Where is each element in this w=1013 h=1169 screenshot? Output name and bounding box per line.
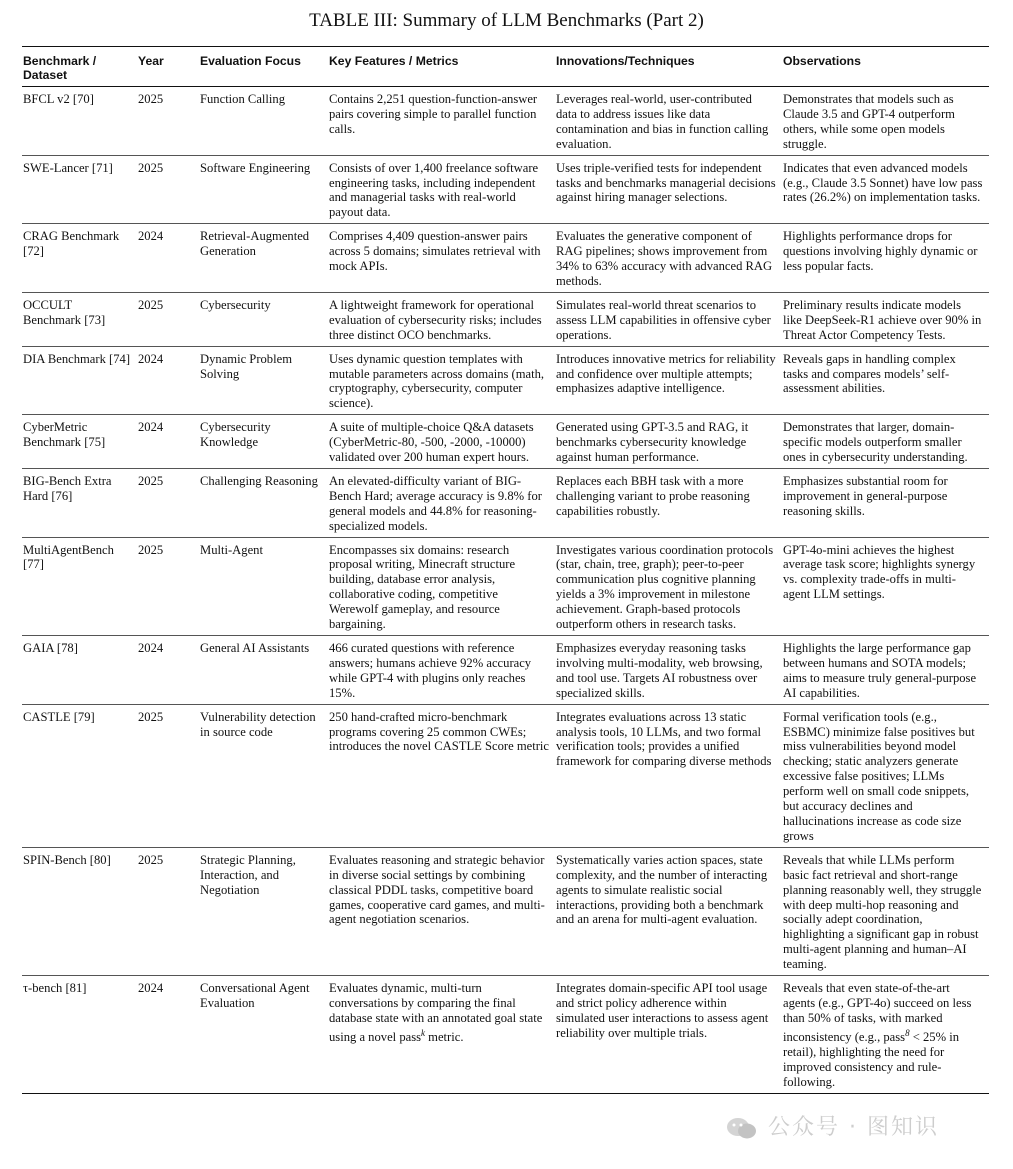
cell-features: Encompasses six domains: research proposal writing, Minecraft structure building, database error analysis, collaborative coding, competitive Werewolf gameplay, and resource bargaining.	[329, 542, 516, 632]
cell-focus: Multi-Agent	[200, 542, 263, 557]
table-row	[22, 636, 989, 705]
cell-focus: Retrieval-Augmented Generation	[200, 229, 310, 259]
table-row	[22, 704, 989, 847]
table-row	[22, 292, 989, 346]
cell-focus: Function Calling	[200, 92, 286, 106]
cell-benchmark: GAIA [78]	[23, 641, 78, 655]
table-row	[22, 976, 989, 1094]
cell-features: Comprises 4,409 question-answer pairs across 5 domains; simulates retrieval with mock APIs.	[329, 229, 541, 274]
table-row	[22, 346, 989, 415]
cell-year: 2025	[138, 473, 164, 488]
cell-year: 2025	[138, 542, 164, 557]
cell-observations: Demonstrates that models such as Claude 3.5 and GPT-4 outperform others, while some open models struggle.	[783, 92, 955, 151]
cell-focus: Challenging Reasoning	[200, 473, 318, 488]
cell-benchmark: BIG-Bench Extra Hard [76]	[23, 473, 112, 503]
cell-innovations: Replaces each BBH task with a more challenging variant to probe reasoning capabilities robustly.	[556, 473, 750, 518]
cell-benchmark: MultiAgentBench [77]	[23, 542, 114, 572]
cell-observations: Formal verification tools (e.g., ESBMC) minimize false positives but miss vulnerabilities beyond model checking; static analyzers generate excessive false positives; LLMs perform well on small code snippets, but accuracy declines and hallucinations increase as code size grows	[783, 709, 975, 843]
cell-benchmark: DIA Benchmark [74]	[23, 351, 131, 366]
cell-features: A suite of multiple-choice Q&A datasets (CyberMetric-80, -500, -2000, -10000) validated over 200 human expert hours.	[329, 420, 534, 465]
cell-benchmark: CASTLE [79]	[23, 709, 95, 724]
header-focus: Evaluation Focus	[200, 54, 301, 68]
cell-observations: Highlights performance drops for questions involving highly dynamic or less popular facts.	[783, 229, 978, 274]
cell-features: Contains 2,251 question-function-answer pairs covering simple to parallel function calls.	[329, 92, 538, 136]
header-year: Year	[138, 54, 164, 68]
watermark	[725, 1110, 939, 1141]
cell-year: 2024	[138, 351, 164, 366]
cell-focus: Dynamic Problem Solving	[200, 351, 292, 381]
cell-focus: Cybersecurity Knowledge	[200, 420, 271, 450]
table-row	[22, 468, 989, 537]
cell-year: 2025	[138, 297, 164, 312]
cell-observations: Reveals that while LLMs perform basic fact retrieval and short-range planning reasonably well, they struggle with deep multi-hop reasoning and socially adept coordination, highlighting a significant gap in robust multi-agent planning and human–AI teaming.	[783, 852, 982, 972]
table-row	[22, 224, 989, 293]
cell-innovations: Integrates evaluations across 13 static analysis tools, 10 LLMs, and two formal verification tools; provides a unified framework for comparing diverse methods	[556, 709, 772, 769]
cell-observations: Reveals that even state-of-the-art agents (e.g., GPT-4o) succeed on less than 50% of tasks, with marked inconsistency (e.g., pass$^8$ < 25% in retail), highlighting the need for improved consistency and rule-following.	[783, 981, 972, 1089]
cell-benchmark: CRAG Benchmark [72]	[23, 229, 120, 259]
cell-focus: Strategic Planning, Interaction, and Negotiation	[200, 852, 296, 897]
cell-benchmark: CyberMetric Benchmark [75]	[23, 420, 106, 450]
benchmark-table	[22, 46, 989, 1094]
header-observations: Observations	[783, 54, 861, 68]
cell-innovations: Introduces innovative metrics for reliability and confidence over multiple attempts; emphasizes adaptive intelligence.	[556, 351, 776, 396]
cell-innovations: Integrates domain-specific API tool usage and strict policy adherence within simulated user interactions to assess agent reliability over multiple trials.	[556, 981, 769, 1040]
cell-year: 2025	[138, 852, 164, 867]
table-row	[22, 537, 989, 635]
cell-focus: Cybersecurity	[200, 297, 271, 312]
cell-focus: Conversational Agent Evaluation	[200, 981, 310, 1010]
wechat-icon	[725, 1116, 759, 1140]
cell-features: 466 curated questions with reference answers; humans achieve 92% accuracy while GPT-4 with plugins only reaches 15%.	[329, 641, 532, 700]
cell-features: Uses dynamic question templates with mutable parameters across domains (math, cryptography, cybersecurity, computer science).	[329, 351, 545, 411]
cell-observations: Reveals gaps in handling complex tasks and compares models’ self-assessment abilities.	[783, 351, 956, 396]
cell-focus: Vulnerability detection in source code	[200, 709, 316, 739]
cell-innovations: Evaluates the generative component of RAG pipelines; shows improvement from 34% to 63% accuracy with advanced RAG methods.	[556, 229, 773, 288]
table-row	[22, 847, 989, 975]
cell-year: 2024	[138, 229, 164, 244]
table-caption: TABLE III: Summary of LLM Benchmarks (Part 2)	[309, 10, 704, 31]
cell-innovations: Emphasizes everyday reasoning tasks involving multi-modality, web browsing, and tool use. Targets AI robustness over specialized skills.	[556, 641, 763, 700]
cell-benchmark: OCCULT Benchmark [73]	[23, 297, 106, 327]
header-innovations: Innovations/Techniques	[556, 54, 695, 68]
table-body	[22, 87, 989, 1094]
cell-features: A lightweight framework for operational evaluation of cybersecurity risks; includes three distinct OCO benchmarks.	[329, 297, 542, 342]
cell-observations: Demonstrates that larger, domain-specific models outperform smaller ones in cybersecurity understanding.	[783, 420, 968, 465]
cell-features: 250 hand-crafted micro-benchmark programs covering 25 common CWEs; introduces the novel CASTLE Score metric	[329, 709, 549, 754]
cell-observations: Highlights the large performance gap between humans and SOTA models; aims to measure truly general-purpose AI capabilities.	[783, 641, 977, 700]
cell-observations: Emphasizes substantial room for improvement in general-purpose reasoning skills.	[783, 473, 948, 518]
cell-innovations: Generated using GPT-3.5 and RAG, it benchmarks cybersecurity knowledge against human performance.	[556, 420, 749, 465]
header-features: Key Features / Metrics	[329, 54, 459, 68]
cell-features: Evaluates dynamic, multi-turn conversations by comparing the final database state with an annotated goal state using a novel pass$^k$ metric.	[329, 981, 543, 1044]
cell-innovations: Simulates real-world threat scenarios to assess LLM capabilities in offensive cyber operations.	[556, 297, 771, 342]
cell-year: 2024	[138, 420, 164, 435]
cell-focus: General AI Assistants	[200, 641, 310, 655]
cell-features: Consists of over 1,400 freelance software engineering tasks, including independent and managerial tasks with real-world payout data.	[329, 160, 539, 220]
cell-innovations: Leverages real-world, user-contributed data to address issues like data contamination and bias in function calling evaluation.	[556, 92, 769, 151]
cell-observations: Preliminary results indicate models like DeepSeek-R1 achieve over 90% in Threat Actor Competency Tests.	[783, 297, 982, 342]
cell-benchmark: SWE-Lancer [71]	[23, 160, 113, 175]
cell-observations: Indicates that even advanced models (e.g., Claude 3.5 Sonnet) have low pass rates (26.2%) on implementation tasks.	[783, 160, 983, 205]
cell-features: Evaluates reasoning and strategic behavior in diverse social settings by combining classical PDDL tasks, competitive board games, cooperative card games, and multi-agent negotiation scenarios.	[329, 852, 545, 927]
watermark-text: 公众号 · 图知识	[768, 1115, 939, 1140]
cell-year: 2025	[138, 709, 164, 724]
cell-observations: GPT-4o-mini achieves the highest average task score; highlights synergy vs. complexity trade-offs in multi-agent LLM settings.	[783, 542, 976, 602]
cell-year: 2024	[138, 641, 164, 655]
table-row	[22, 415, 989, 469]
cell-innovations: Systematically varies action spaces, state complexity, and the number of interacting agents to simulate realistic social interactions, providing both a benchmark and an arena for multi-agent evaluation.	[556, 852, 768, 927]
cell-innovations: Uses triple-verified tests for independent tasks and benchmarks managerial decisions against hiring manager selections.	[556, 160, 776, 205]
table-header-row	[22, 47, 989, 87]
cell-year: 2024	[138, 981, 164, 996]
cell-benchmark: τ-bench [81]	[23, 981, 87, 996]
cell-year: 2025	[138, 92, 164, 106]
cell-focus: Software Engineering	[200, 160, 311, 175]
cell-benchmark: SPIN-Bench [80]	[23, 852, 111, 867]
cell-innovations: Investigates various coordination protocols (star, chain, tree, graph); peer-to-peer communication plus cognitive planning yields a 3% improvement in milestone achievement. Graph-based protocols outperform others in research tasks.	[556, 542, 774, 632]
header-benchmark: Benchmark / Dataset	[23, 54, 97, 82]
cell-benchmark: BFCL v2 [70]	[23, 92, 94, 106]
cell-features: An elevated-difficulty variant of BIG-Bench Hard; average accuracy is 9.8% for general models and 44.8% for reasoning-specialized models.	[329, 473, 542, 533]
table-row	[22, 155, 989, 224]
cell-year: 2025	[138, 160, 164, 175]
table-row	[22, 87, 989, 156]
